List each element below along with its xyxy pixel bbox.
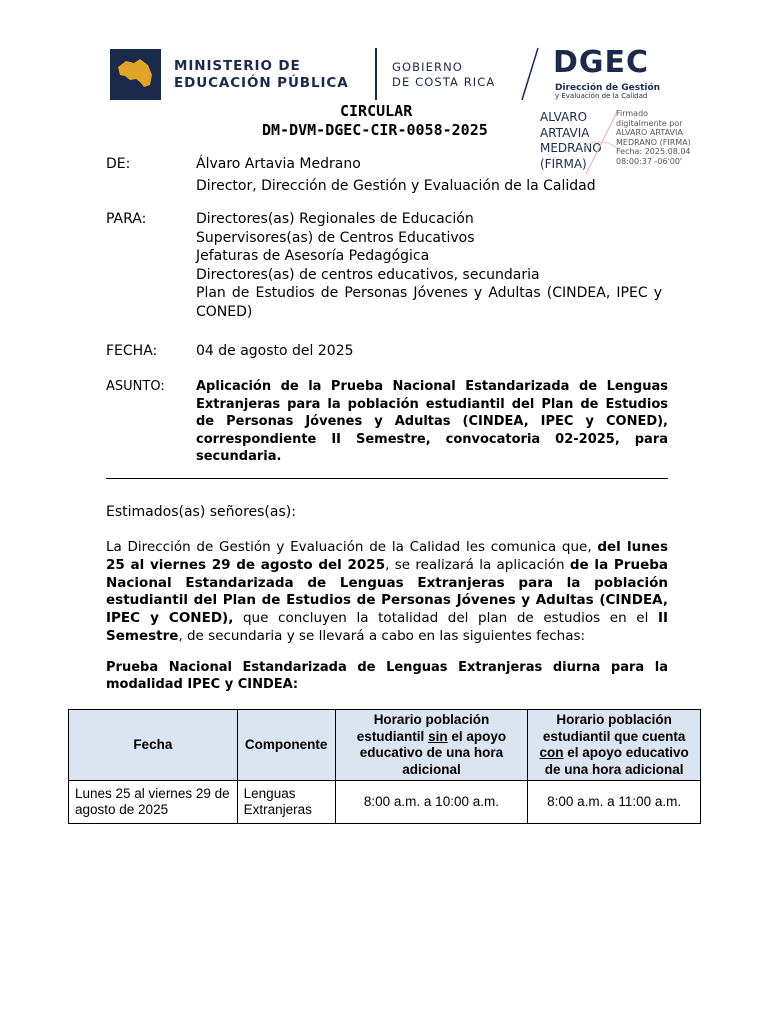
table-row <box>69 781 701 824</box>
signature-line: ALVARO <box>540 110 588 124</box>
signature-line: MEDRANO <box>540 141 602 155</box>
costa-rica-map-icon <box>110 49 161 100</box>
asunto-text: Aplicación de la Prueba Nacional Estandarizada de Lenguas Extranjeras para la población estudiantil del Plan de Estudios de Personas Jóvenes y Adultas (CINDEA, IPEC y CONED), correspondiente II Semestre, convocatoria 02-2025, para secundaria. <box>196 379 668 464</box>
signature-line: ARTAVIA <box>540 125 590 140</box>
dgec-subtitle: Dirección de Gestión <box>555 83 661 93</box>
para-recipient: Plan de Estudios de Personas Jóvenes y Adultas (CINDEA, IPEC y CONED) <box>196 285 662 320</box>
dgec-slash-icon <box>518 46 542 102</box>
circular-title: CIRCULAR <box>340 102 413 120</box>
header-horario-con: Horario población estudiantil que cuenta con el apoyo educativo de una hora adicional <box>528 710 701 781</box>
para-label: PARA: <box>106 211 147 227</box>
body-paragraph: La Dirección de Gestión y Evaluación de la Calidad les comunica que, del lunes 25 al viernes 29 de agosto del 2025, se realizará la aplicación de la Prueba Nacional Estandarizada de Lenguas Extranjeras para la población estudiantil del Plan de Estudios de Personas Jóvenes y Adultas (CINDEA, IPEC y CONED), que concluyen la totalidad del plan de estudios en el II Semestre, de secundaria y se llevará a cabo en las siguientes fechas: <box>106 539 668 644</box>
para-recipient: Supervisores(as) de Centros Educativos <box>196 229 475 246</box>
para-recipient: Jefaturas de Asesoría Pedagógica <box>196 248 430 264</box>
header-componente: Componente <box>237 710 335 781</box>
fecha-value: 04 de agosto del 2025 <box>196 343 354 359</box>
cell-componente: Lenguas Extranjeras <box>237 781 335 824</box>
cell-horario-sin: 8:00 a.m. a 10:00 a.m. <box>335 781 528 824</box>
schedule-table <box>68 709 701 824</box>
section-title: Prueba Nacional Estandarizada de Lenguas Extranjeras diurna para la modalidad IPEC y CINDEA: <box>106 660 668 692</box>
de-label: DE: <box>106 156 131 172</box>
dgec-logo: DGEC <box>553 45 650 80</box>
mep-logo <box>110 49 161 100</box>
header-fecha: Fecha <box>69 710 238 781</box>
signature-detail: Firmado digitalmente por ALVARO ARTAVIA MEDRANO (FIRMA) Fecha: 2025.08.04 08:00:37 -06'00' <box>616 109 691 166</box>
header-divider <box>375 48 377 100</box>
cell-fecha: Lunes 25 al viernes 29 de agosto de 2025 <box>69 781 238 824</box>
de-role: Director, Dirección de Gestión y Evaluación de la Calidad <box>196 178 596 194</box>
para-recipient: Directores(as) de centros educativos, secundaria <box>196 266 540 283</box>
mep-name: MINISTERIO DE EDUCACIÓN PÚBLICA <box>174 58 349 91</box>
circular-code: DM-DVM-DGEC-CIR-0058-2025 <box>262 121 488 139</box>
header-horario-sin: Horario población estudiantil sin el apoyo educativo de una hora adicional <box>335 710 528 781</box>
asunto-label: ASUNTO: <box>106 379 165 394</box>
table-header-row <box>69 710 701 781</box>
dgec-subtitle-2: y Evaluación de la Calidad <box>555 92 648 100</box>
gobierno-name: GOBIERNO DE COSTA RICA <box>392 60 496 89</box>
de-name: Álvaro Artavia Medrano <box>196 156 361 172</box>
para-recipient: Directores(as) Regionales de Educación <box>196 211 474 227</box>
signature-line: (FIRMA) <box>540 156 587 171</box>
separator-line <box>106 478 668 479</box>
fecha-label: FECHA: <box>106 343 158 359</box>
cell-horario-con: 8:00 a.m. a 11:00 a.m. <box>528 781 701 824</box>
greeting: Estimados(as) señores(as): <box>106 504 296 520</box>
para-list <box>196 210 662 321</box>
